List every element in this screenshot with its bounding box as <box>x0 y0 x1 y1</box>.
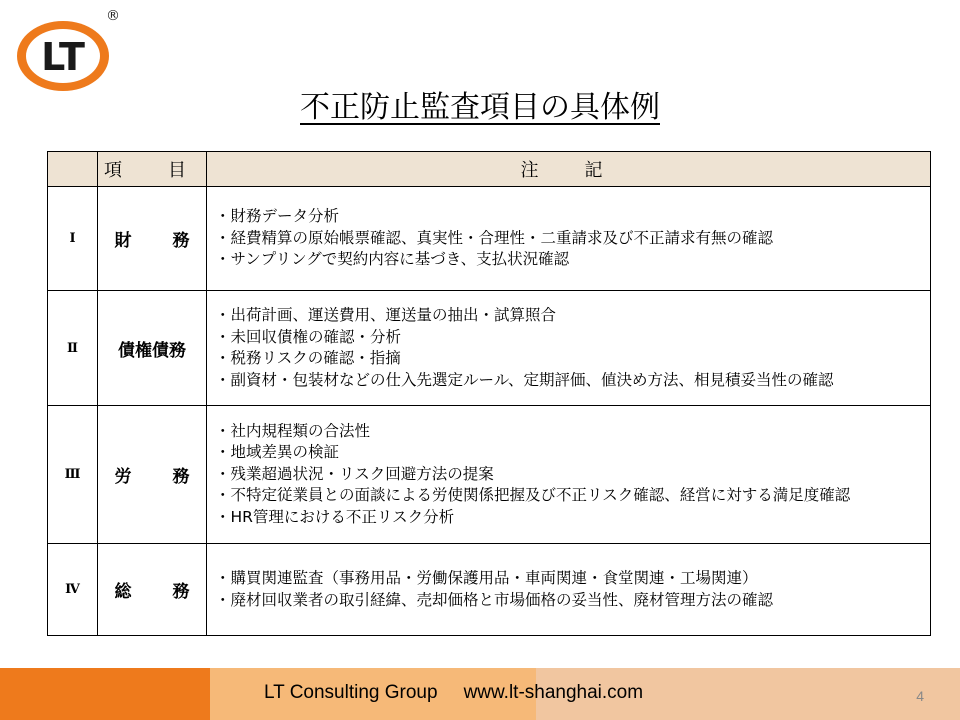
row-num: Ⅰ <box>48 187 98 291</box>
note-line: ・経費精算の原始帳票確認、真実性・合理性・二重請求及び不正請求有無の確認 <box>215 228 774 247</box>
note-line: ・HR管理における不正リスク分析 <box>215 507 455 526</box>
footer-url: www.lt-shanghai.com <box>463 682 644 703</box>
row-num: Ⅳ <box>48 544 98 636</box>
row-num: Ⅲ <box>48 406 98 544</box>
note-line: ・不特定従業員との面談による労使関係把握及び不正リスク確認、経営に対する満足度確認 <box>215 486 851 505</box>
footer-band-orange <box>0 668 210 720</box>
row-notes <box>207 406 931 544</box>
note-line: ・残業超過状況・リスク回避方法の提案 <box>215 464 494 483</box>
page-number: 4 <box>916 688 924 704</box>
audit-items-table <box>47 151 931 636</box>
footer-text <box>264 682 643 704</box>
row-item: 財 務 <box>98 187 207 291</box>
note-line: ・出荷計画、運送費用、運送量の抽出・試算照合 <box>215 306 557 324</box>
registered-mark: ® <box>106 8 120 24</box>
table-row <box>48 544 931 636</box>
row-num: Ⅱ <box>48 291 98 406</box>
note-line: ・副資材・包装材などの仕入先選定ルール、定期評価、値決め方法、相見積妥当性の確認 <box>215 370 834 389</box>
note-line: ・税務リスクの確認・指摘 <box>215 349 401 367</box>
note-line: ・サンプリングで契約内容に基づき、支払状況確認 <box>215 250 570 269</box>
table-row <box>48 291 931 406</box>
note-line: ・未回収債権の確認・分析 <box>215 327 402 346</box>
footer-bar <box>0 668 960 720</box>
note-line: ・購買関連監査（事務用品・労働保護用品・車両関連・食堂関連・工場関連） <box>215 569 758 587</box>
header-notes: 注 記 <box>207 152 931 187</box>
page-title: 不正防止監査項目の具体例 <box>300 90 660 125</box>
row-notes <box>207 291 931 406</box>
row-notes <box>207 187 931 291</box>
row-item: 労 務 <box>98 406 207 544</box>
footer-company: LT Consulting Group <box>264 682 438 703</box>
header-item: 項 目 <box>98 152 207 187</box>
table-header-row <box>48 152 931 187</box>
row-item: 総 務 <box>98 544 207 636</box>
table-row <box>48 187 931 291</box>
logo-text: LT <box>41 35 85 79</box>
note-line: ・廃材回収業者の取引経緯、売却価格と市場価格の妥当性、廃材管理方法の確認 <box>215 590 774 609</box>
header-num <box>48 152 98 187</box>
row-item: 債権債務 <box>98 291 207 406</box>
note-line: ・地域差異の検証 <box>215 443 340 462</box>
row-notes <box>207 544 931 636</box>
note-line: ・社内規程類の合法性 <box>215 421 371 440</box>
note-line: ・財務データ分析 <box>215 207 340 226</box>
table-row <box>48 406 931 544</box>
